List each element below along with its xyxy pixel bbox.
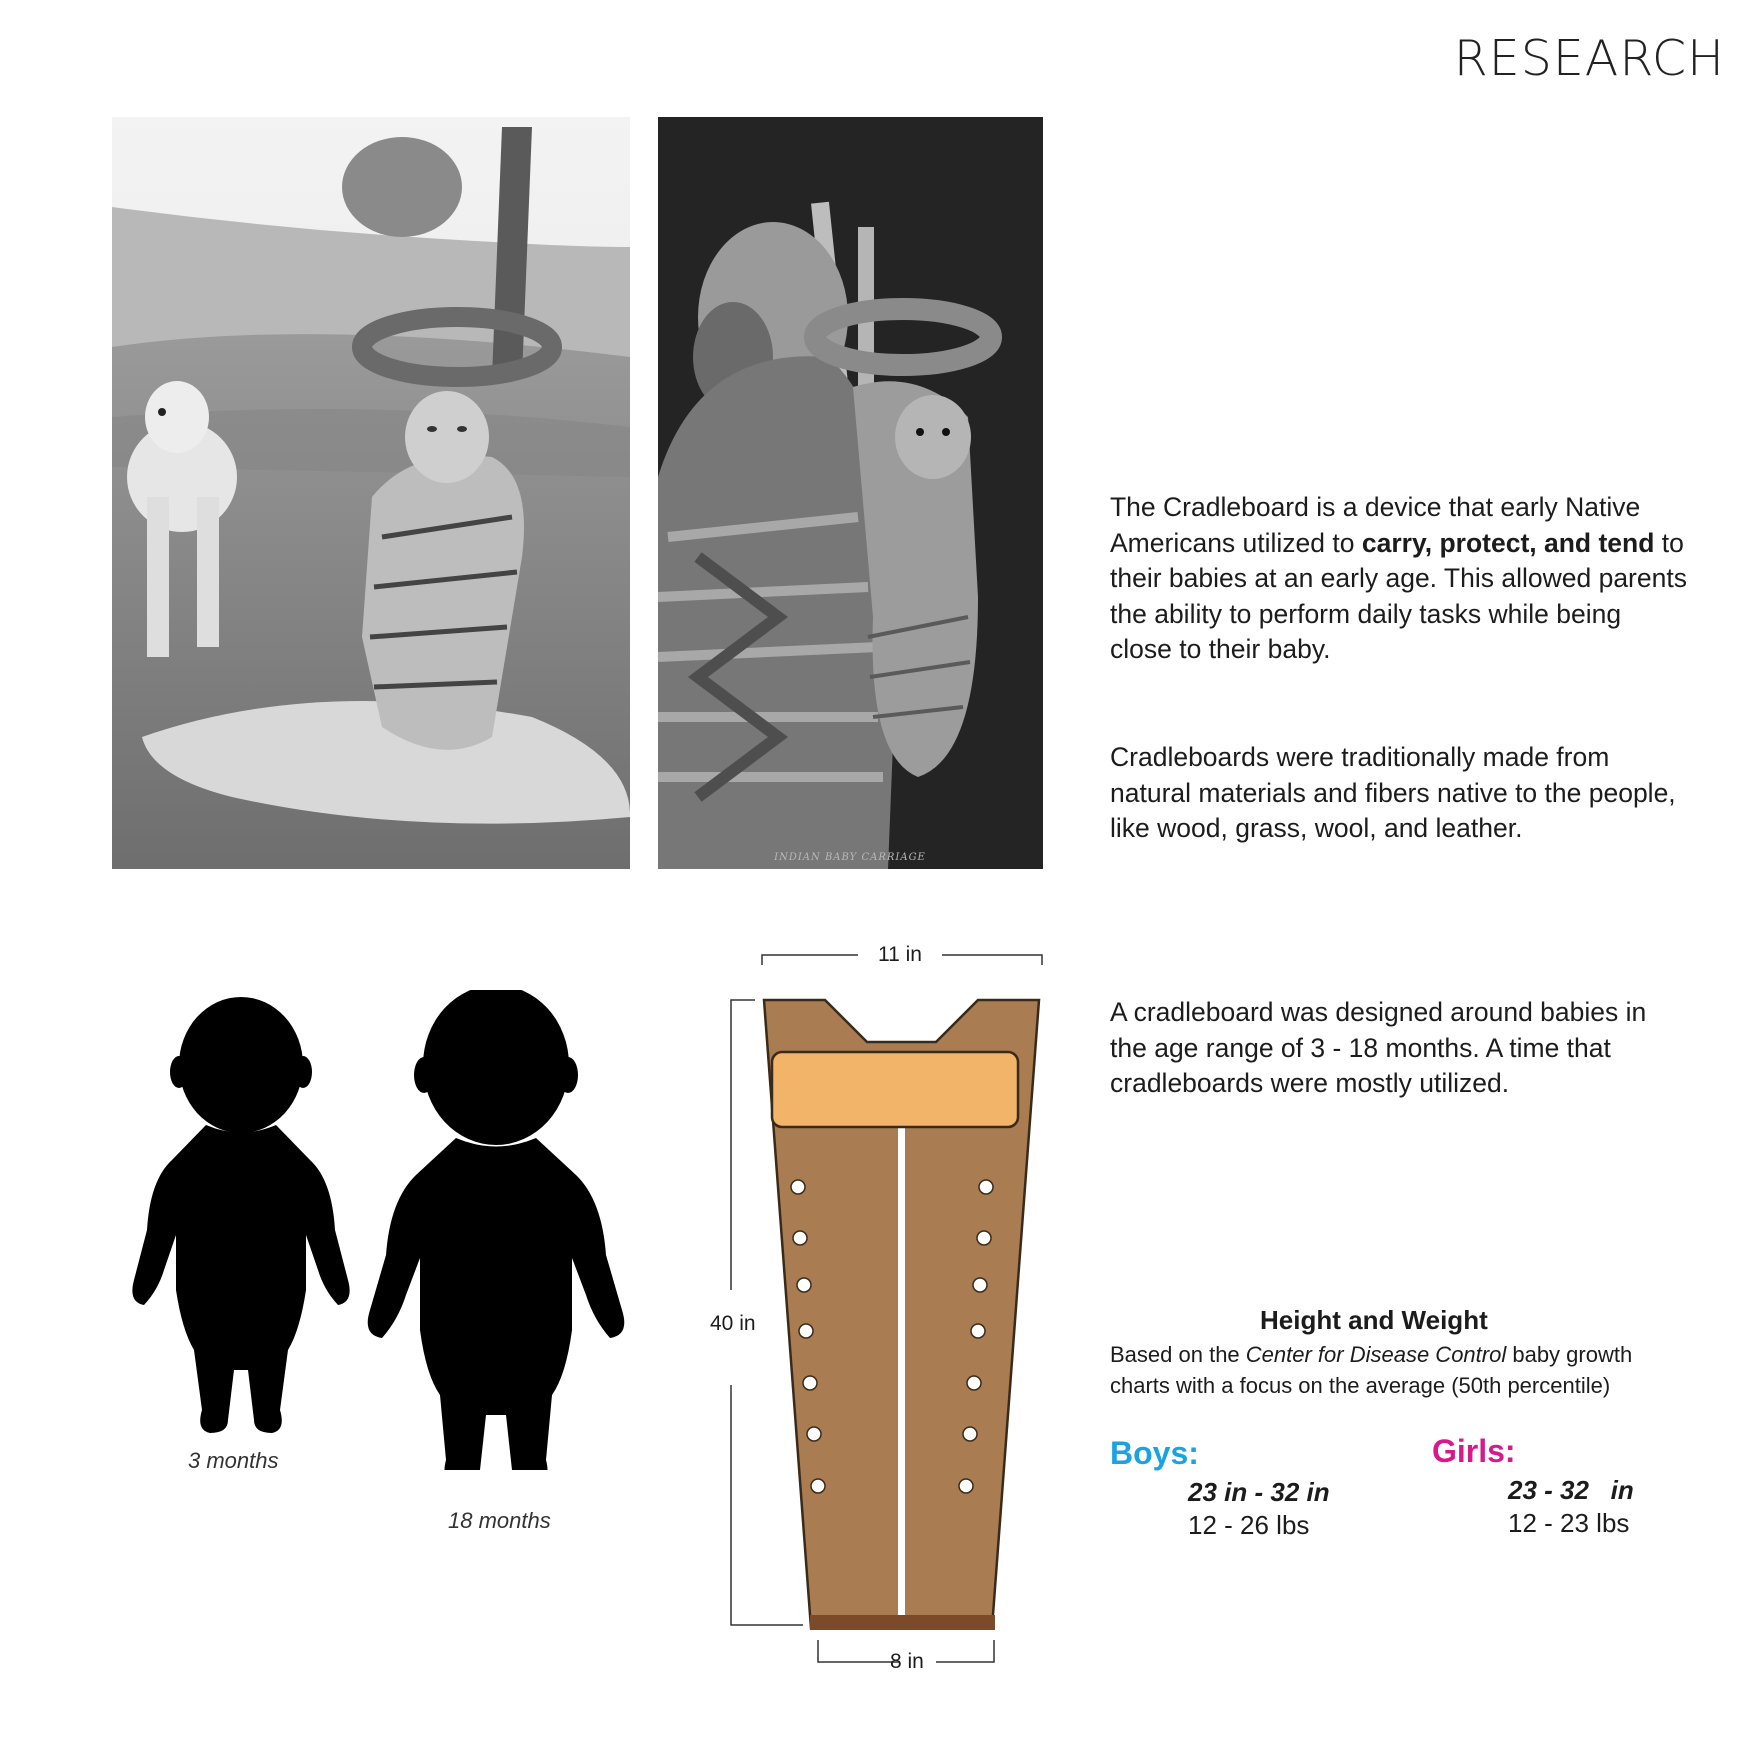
center-slit [898, 1120, 905, 1625]
lacing-hole [803, 1376, 817, 1390]
baby-silhouette-18-months [368, 990, 625, 1470]
lacing-hole [807, 1427, 821, 1441]
lacing-hole [977, 1231, 991, 1245]
boys-height: 23 in - 32 in [1188, 1477, 1330, 1507]
height-weight-description [1110, 1340, 1670, 1401]
intro-bold-text: carry, protect, and tend [1361, 527, 1655, 558]
caption-18-months: 18 months [448, 1508, 551, 1533]
page-title: RESEARCH [1453, 30, 1725, 87]
lacing-hole [811, 1479, 825, 1493]
hw-desc-2: baby growth charts with a focus on the average (50th percentile) [1110, 1342, 1633, 1398]
dimension-label-height: 40 in [710, 1312, 756, 1335]
girls-height: 23 - 32 in [1508, 1475, 1634, 1505]
hw-desc-italic: Center for Disease Control [1245, 1342, 1507, 1367]
lacing-hole [959, 1479, 973, 1493]
cradleboard-photo-lamb [112, 117, 630, 869]
intro-text-2: to their babies at an early age. This allowed parents the ability to perform daily tasks while being close to their baby. [1110, 527, 1687, 664]
lacing-hole [799, 1324, 813, 1338]
boys-label: Boys: [1110, 1435, 1199, 1471]
lacing-hole [979, 1180, 993, 1194]
photo-caption: INDIAN BABY CARRIAGE [774, 852, 926, 863]
lacing-hole [797, 1278, 811, 1292]
height-weight-title: Height and Weight [1260, 1305, 1488, 1335]
girls-label: Girls: [1432, 1433, 1516, 1469]
materials-paragraph: Cradleboards were traditionally made from natural materials and fibers native to the people, like wood, grass, wool, and leather. [1110, 742, 1676, 843]
hw-desc-1: Based on the [1110, 1342, 1246, 1367]
caption-3-months: 3 months [188, 1448, 279, 1473]
lacing-hole [793, 1231, 807, 1245]
intro-text-1: The Cradleboard is a device that early Native Americans utilized to [1110, 492, 1641, 558]
intro-paragraph [1110, 490, 1690, 668]
dimension-label-top: 11 in [878, 943, 922, 966]
head-pad [772, 1052, 1018, 1127]
cradleboard-photo-mother [658, 117, 1043, 869]
girls-weight: 12 - 23 lbs [1508, 1508, 1630, 1538]
cradleboard-diagram [700, 940, 1060, 1680]
lacing-hole [967, 1376, 981, 1390]
dimension-label-bottom: 8 in [890, 1650, 924, 1673]
cradleboard-base [810, 1615, 995, 1630]
baby-silhouettes [110, 990, 650, 1470]
lacing-hole [973, 1278, 987, 1292]
lacing-hole [963, 1427, 977, 1441]
baby-silhouette-3-months [132, 997, 349, 1433]
age-range-paragraph: A cradleboard was designed around babies in the age range of 3 - 18 months. A time that cradleboards were mostly utilized. [1110, 997, 1647, 1098]
lacing-hole [791, 1180, 805, 1194]
boys-weight: 12 - 26 lbs [1188, 1510, 1310, 1540]
lacing-hole [971, 1324, 985, 1338]
